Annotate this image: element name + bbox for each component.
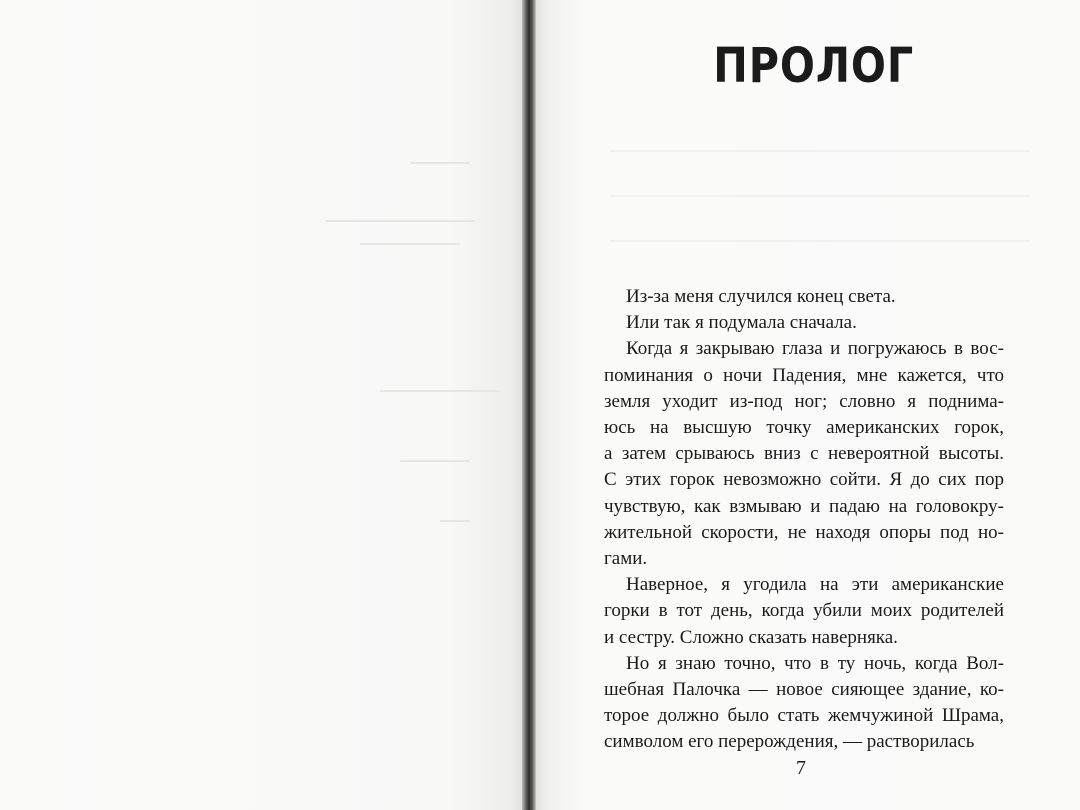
bleed-through-mark: [440, 520, 470, 522]
book-spine: [522, 0, 536, 810]
text-line: жительной скорости, не находя опоры под но-: [604, 521, 1004, 543]
text-line: гами.: [604, 548, 648, 570]
text-line: торое должно было стать жемчужиной Шрама,: [604, 705, 1004, 727]
bleed-through-mark: [400, 460, 470, 462]
text-line: Из-за меня случился конец света.: [626, 286, 896, 307]
text-line: поминания о ночи Падения, мне кажется, что: [604, 364, 1004, 386]
text-line: чувствую, как взмываю и падаю на головокру-: [604, 495, 1004, 517]
bleed-through-mark: [410, 162, 470, 164]
page-number: 7: [796, 757, 806, 779]
body-text: [604, 284, 1004, 756]
text-line: шебная Палочка — новое сияющее здание, ко-: [604, 679, 1004, 701]
text-line: земля уходит из-под ног; словно я поднима-: [604, 390, 1004, 412]
text-line: Когда я закрываю глаза и погружаюсь в вос-: [626, 338, 1004, 360]
bleed-through-mark: [360, 243, 460, 245]
bleed-through-mark: [380, 390, 500, 392]
text-line: а затем срываюсь вниз с невероятной высоты.: [604, 443, 1004, 465]
text-line: горки в тот день, когда убили моих родителей: [604, 600, 1004, 622]
chapter-title: ПРОЛОГ: [713, 38, 915, 94]
text-line: Но я знаю точно, что в ту ночь, когда Вол-: [626, 652, 1004, 674]
bleed-through-mark: [610, 240, 1030, 242]
text-line: Или так я подумала сначала.: [626, 312, 857, 334]
text-line: С этих горок невозможно сойти. Я до сих пор: [604, 469, 1004, 491]
text-line: и сестру. Сложно сказать наверняка.: [604, 626, 898, 648]
text-line: символом его перерождения, — растворилась: [604, 731, 975, 753]
text-line: юсь на высшую точку американских горок,: [604, 417, 1004, 439]
text-line: Наверное, я угодила на эти американские: [626, 574, 1004, 596]
bleed-through-mark: [325, 220, 475, 222]
bleed-through-mark: [610, 150, 1030, 152]
bleed-through-mark: [610, 195, 1030, 197]
left-page: [0, 0, 528, 810]
